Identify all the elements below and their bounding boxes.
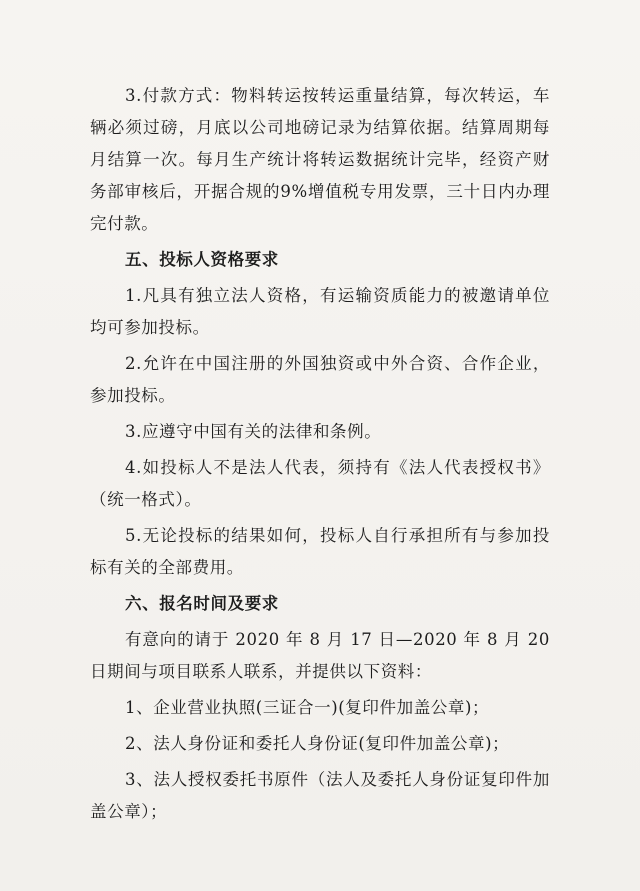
payment-method-paragraph: 3.付款方式：物料转运按转运重量结算，每次转运，车辆必须过磅，月底以公司地磅记录为结算依据。结算周期每月结算一次。每月生产统计将转运数据统计完毕，经资产财务部审核后，开据合规的9%增值税专用发票，三十日内办理完付款。 — [90, 86, 550, 233]
section-heading-registration: 六、报名时间及要求 — [125, 594, 279, 613]
qualification-item-4: 4.如投标人不是法人代表，须持有《法人代表授权书》（统一格式）。 — [90, 458, 550, 509]
registration-material-1: 1、企业营业执照(三证合一)(复印件加盖公章)； — [125, 698, 490, 717]
registration-material-3: 3、法人授权委托书原件（法人及委托人身份证复印件加盖公章）； — [90, 770, 550, 821]
qualification-item-3: 3.应遵守中国有关的法律和条例。 — [125, 422, 382, 441]
section-heading-bidder-qualifications: 五、投标人资格要求 — [125, 250, 279, 269]
qualification-item-5: 5.无论投标的结果如何，投标人自行承担所有与参加投标有关的全部费用。 — [90, 526, 550, 577]
qualification-item-1: 1.凡具有独立法人资格，有运输资质能力的被邀请单位均可参加投标。 — [90, 286, 550, 337]
registration-material-2: 2、法人身份证和委托人身份证(复印件加盖公章)； — [125, 734, 510, 753]
document-body — [90, 80, 550, 828]
registration-intro: 有意向的请于 2020 年 8 月 17 日—2020 年 8 月 20 日期间与项目联系人联系，并提供以下资料： — [90, 630, 550, 681]
qualification-item-2: 2.允许在中国注册的外国独资或中外合资、合作企业，参加投标。 — [90, 354, 550, 405]
